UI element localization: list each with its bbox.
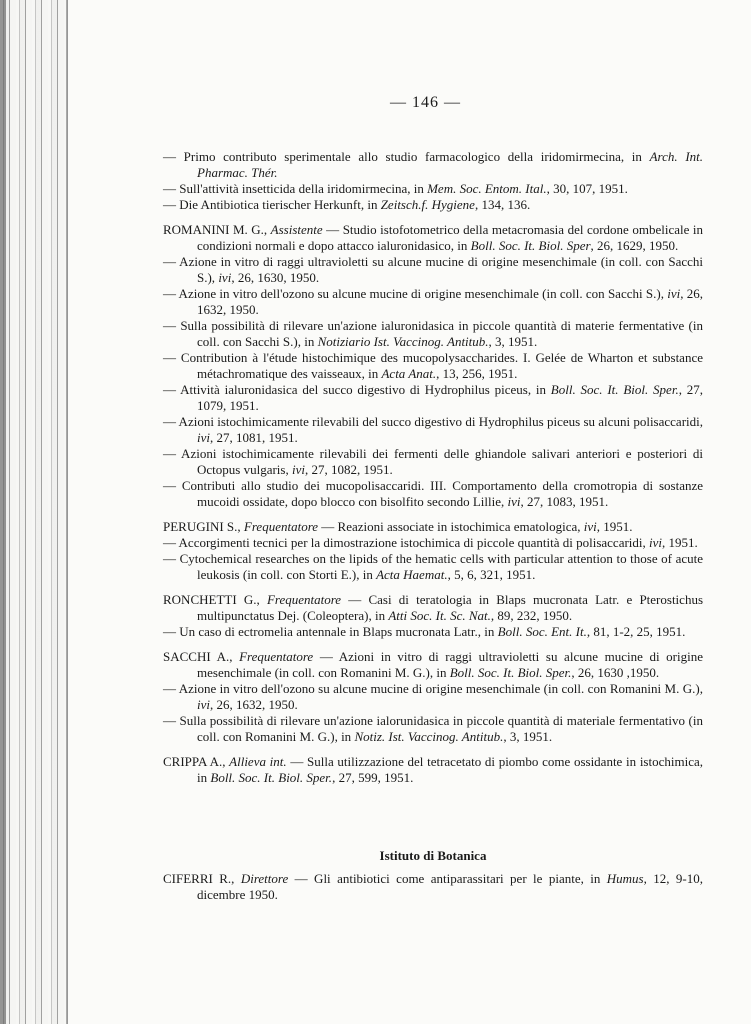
entry-text: — Contribution à l'étude histochimique des mucopolysaccharides. I. Gelée de Wharton et substance métachromatique des vaisseaux, in <box>163 350 703 381</box>
italic-citation-text: ivi <box>583 519 597 534</box>
italic-citation-text: Boll. Soc. It. Biol. Sper. <box>550 382 679 397</box>
entry-text: , 13, 256, 1951. <box>436 366 518 381</box>
bibliography-entry <box>163 414 703 446</box>
author-group <box>163 149 703 213</box>
italic-citation-text: ivi <box>667 286 681 301</box>
entry-text: , 3, 1951. <box>503 729 553 744</box>
entry-text: — Azione in vitro di raggi ultravioletti su alcune mucine di origine mesenchimale (in coll. con Sacchi S.), <box>163 254 703 285</box>
bibliography-entry <box>163 713 703 745</box>
entry-text: — Reazioni associate in istochimica ematologica, <box>318 519 584 534</box>
entry-text: — Un caso di ectromelia antennale in Blaps mucronata Latr., in <box>163 624 498 639</box>
bibliography-entry <box>163 871 703 903</box>
italic-citation-text: Frequentatore <box>266 592 342 607</box>
entry-text: , 5, 6, 321, 1951. <box>447 567 536 582</box>
entry-text: , 26, 1630, 1950. <box>231 270 320 285</box>
author-group <box>163 754 703 786</box>
italic-citation-text: Acta Haemat. <box>376 567 448 582</box>
italic-citation-text: Boll. Soc. It. Biol. Sper. <box>449 665 572 680</box>
author-group <box>163 649 703 745</box>
italic-citation-text: Notiziario Ist. Vaccinog. Antitub. <box>317 334 489 349</box>
entry-text: — Sulla possibilità di rilevare un'azione ialorunidasica in piccole quantità di materiale fermentativo (in coll. con Romanini M. G.), in <box>163 713 703 744</box>
entry-text: , 27, 1082, 1951. <box>304 462 393 477</box>
entry-text: RONCHETTI G., <box>163 592 267 607</box>
entry-text: — Sulla possibilità di rilevare un'azione ialuronidasica in piccole quantità di materie fermentative (in coll. con Sacchi S.), in <box>163 318 703 349</box>
entry-text: — Casi di teratologia in Blaps mucronata Latr. e Pterostichus multipunctatus Dej. (Coleoptera), in <box>197 592 704 623</box>
entry-text: — Azioni in vitro di raggi ultravioletti su alcune mucine di origine mesenchimale (in coll. con Romanini M. G.), in <box>197 649 704 680</box>
entry-text: — Gli antibiotici come antiparassitari per le piante, in <box>288 871 607 886</box>
italic-citation-text: Allieva int. <box>229 754 287 769</box>
page-number: — 146 — <box>390 94 461 111</box>
bibliography-entry <box>163 286 703 318</box>
bibliography-entry <box>163 197 703 213</box>
bibliography-entry <box>163 446 703 478</box>
book-binding-edge <box>0 0 68 1024</box>
entry-text: CRIPPA A., <box>163 754 230 769</box>
italic-citation-text: Atti Soc. It. Sc. Nat. <box>388 608 491 623</box>
italic-citation-text: Arch. Int. Pharmac. Thér. <box>197 149 704 180</box>
entry-text: , 26, 1630 ,1950. <box>571 665 660 680</box>
entry-text: — Studio istofotometrico della metacromasia del cordone ombelicale in condizioni normali e dopo attacco ialuronidasico, in <box>197 222 703 253</box>
italic-citation-text: Humus <box>606 871 644 886</box>
author-group <box>163 592 703 640</box>
italic-citation-text: Assistente <box>270 222 323 237</box>
author-group <box>163 222 703 510</box>
entry-text: , 3, 1951. <box>488 334 538 349</box>
entry-text: — Azione in vitro dell'ozono su alcune mucine di origine mesenchimale (in coll. con Romanini M. G.), <box>163 681 703 696</box>
entry-text: , 27, 1079, 1951. <box>197 382 704 413</box>
entry-text: CIFERRI R., <box>163 871 241 886</box>
italic-citation-text: Boll. Soc. It. Biol. Sper. <box>210 770 333 785</box>
entry-text: — Die Antibiotica tierischer Herkunft, in <box>163 197 381 212</box>
bibliography-entry <box>163 478 703 510</box>
entry-text: — Contributi allo studio dei mucopolisaccaridi. III. Comportamento della cromotropia di sostanze mucoidi ossidate, dopo blocco con bisolfito secondo Lillie, <box>163 478 703 509</box>
entry-text: — Primo contributo sperimentale allo studio farmacologico della iridomirmecina, in <box>163 149 650 164</box>
bibliography-entry <box>163 222 703 254</box>
bibliography-entry <box>163 592 703 624</box>
bibliography-list <box>163 149 703 903</box>
page-gutter-edge <box>66 0 68 1024</box>
entry-text: , 27, 1083, 1951. <box>520 494 609 509</box>
author-group <box>163 519 703 583</box>
entry-text: , 81, 1-2, 25, 1951. <box>586 624 686 639</box>
entry-text: , 26, 1632, 1950. <box>197 286 704 317</box>
entry-text: , 27, 1081, 1951. <box>210 430 298 445</box>
italic-citation-text: Boll. Soc. Ent. It. <box>497 624 587 639</box>
italic-citation-text: Frequentatore <box>243 519 319 534</box>
italic-citation-text: ivi <box>649 535 663 550</box>
entry-text: , 134, 136. <box>474 197 531 212</box>
italic-citation-text: Direttore <box>240 871 289 886</box>
entry-text: , 12, 9-10, dicembre 1950. <box>197 871 703 902</box>
bibliography-entry <box>163 350 703 382</box>
entry-text: PERUGINI S., <box>163 519 244 534</box>
section-entries <box>163 871 703 903</box>
bibliography-entry <box>163 149 703 181</box>
entry-text: , 1951. <box>662 535 698 550</box>
italic-citation-text: Boll. Soc. It. Biol. Sper <box>470 238 591 253</box>
entry-text: , 89, 232, 1950. <box>490 608 573 623</box>
entry-text: — Cytochemical researches on the lipids of the hematic cells with particular attention to those of acute leukosis (in coll. con Storti E.), in <box>163 551 703 582</box>
entry-text: , 26, 1629, 1950. <box>590 238 679 253</box>
bibliography-entry <box>163 681 703 713</box>
bibliography-entry <box>163 551 703 583</box>
entry-text: — Azioni istochimicamente rilevabili dei fermenti delle ghiandole salivari anteriori e posteriori di Octopus vulgaris, <box>163 446 703 477</box>
italic-citation-text: ivi <box>507 494 521 509</box>
entry-text: , 1951. <box>596 519 633 534</box>
entry-text: ROMANINI M. G., <box>163 222 271 237</box>
bibliography-entry <box>163 649 703 681</box>
entry-text: — Sulla utilizzazione del tetracetato di piombo come ossidante in istochimica, in <box>197 754 703 785</box>
italic-citation-text: ivi <box>218 270 232 285</box>
bibliography-entry <box>163 181 703 197</box>
entry-text: SACCHI A., <box>163 649 240 664</box>
italic-citation-text: Acta Anat. <box>381 366 437 381</box>
italic-citation-text: ivi <box>291 462 305 477</box>
bibliography-entry <box>163 318 703 350</box>
entry-text: — Azione in vitro dell'ozono su alcune mucine di origine mesenchimale (in coll. con Sacchi S.), <box>163 286 668 301</box>
italic-citation-text: Zeitsch.f. Hygiene <box>380 197 475 212</box>
bibliography-entry <box>163 519 703 535</box>
entry-text: — Azioni istochimicamente rilevabili del succo digestivo di Hydrophilus piceus su alcuni polisaccaridi, <box>163 414 703 429</box>
italic-citation-text: Frequentatore <box>239 649 314 664</box>
bibliography-groups <box>163 149 703 786</box>
italic-citation-text: ivi <box>197 697 210 712</box>
entry-text: , 27, 599, 1951. <box>332 770 414 785</box>
italic-citation-text: Mem. Soc. Entom. Ital. <box>427 181 547 196</box>
entry-text: , 30, 107, 1951. <box>546 181 628 196</box>
entry-text: — Sull'attività insetticida della iridomirmecina, in <box>163 181 428 196</box>
bibliography-entry <box>163 382 703 414</box>
italic-citation-text: ivi <box>197 430 210 445</box>
entry-text: , 26, 1632, 1950. <box>210 697 298 712</box>
book-binding-shadow <box>0 0 6 1024</box>
bibliography-entry <box>163 535 703 551</box>
bibliography-entry <box>163 624 703 640</box>
entry-text: — Attività ialuronidasica del succo digestivo di Hydrophilus piceus, in <box>163 382 551 397</box>
section-heading: Istituto di Botanica <box>379 848 487 863</box>
entry-text: — Accorgimenti tecnici per la dimostrazione istochimica di piccole quantità di polisaccaridi, <box>163 535 650 550</box>
italic-citation-text: Notiz. Ist. Vaccinog. Antitub. <box>354 729 504 744</box>
bibliography-entry <box>163 754 703 786</box>
bibliography-entry <box>163 254 703 286</box>
